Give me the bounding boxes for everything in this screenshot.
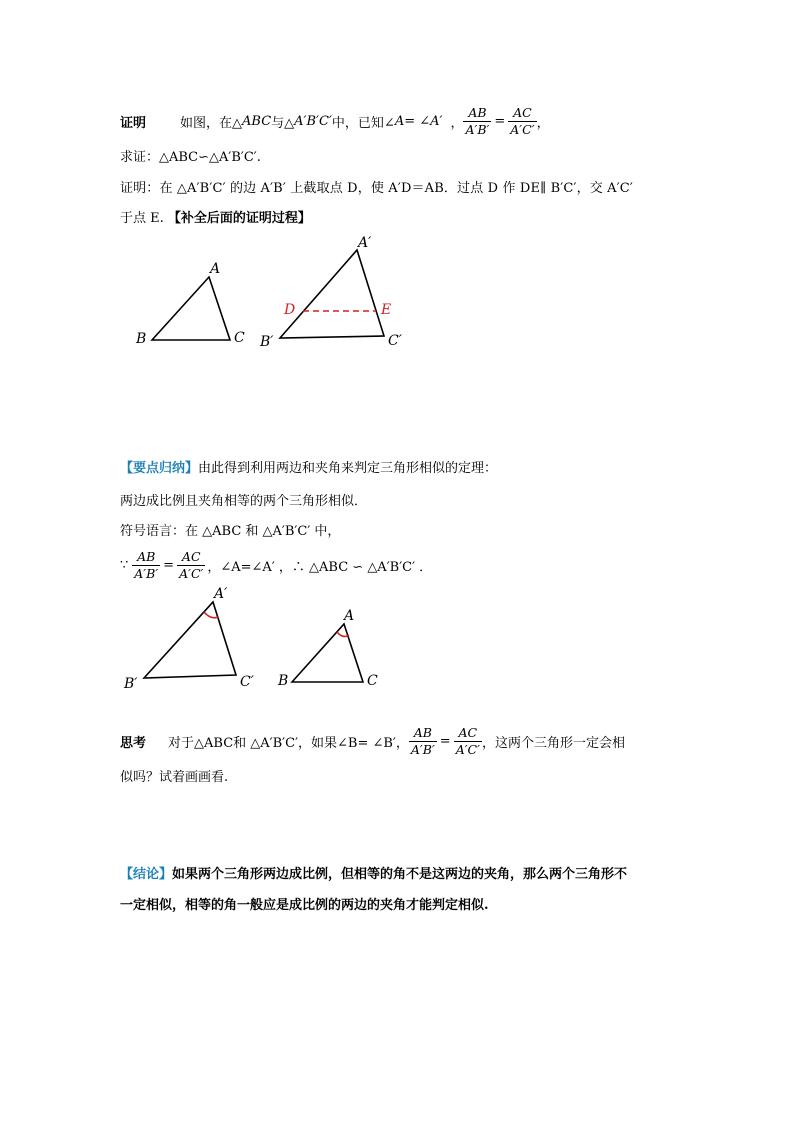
triangle-a-prime-shape xyxy=(280,250,384,338)
think-fraction-ac xyxy=(454,726,482,755)
triangle-a-prime: A′B′C′ xyxy=(294,113,332,129)
label-c: C xyxy=(234,330,245,346)
kp-fraction-ab xyxy=(132,550,160,579)
label2-c-prime: C′ xyxy=(240,674,254,690)
kp-condition: ，∠A=∠A′ ，∴ △ABC ∽ △A′B′C′ ． xyxy=(207,559,433,575)
proof-line-2 xyxy=(120,207,311,226)
prove-statement: 求证：△ABC∽△A′B′C′. xyxy=(120,150,261,165)
symbol-formula-line xyxy=(120,546,432,584)
key-points-intro xyxy=(120,457,497,476)
label-a: A xyxy=(210,261,221,277)
angle-a-prime: A′ xyxy=(430,113,443,129)
conclusion-tag: 【结论】 xyxy=(120,867,173,882)
think-label: 思考 xyxy=(120,735,147,751)
label2-a: A xyxy=(344,608,355,624)
think-fraction-equals: = xyxy=(439,733,451,749)
conclusion-line-1 xyxy=(120,863,627,882)
label-a-prime: A′ xyxy=(358,235,372,251)
proof-line-2-text: 于点 E. xyxy=(120,211,164,226)
label-e: E xyxy=(381,302,392,318)
triangle-abc: ABC xyxy=(242,113,272,129)
key-points-intro-text: 由此得到利用两边和夹角来判定三角形相似的定理： xyxy=(198,461,498,476)
triangle-abc-shape xyxy=(152,277,230,340)
kp-fraction-ac-num: AC xyxy=(177,550,205,565)
label2-b-prime: B′ xyxy=(124,676,138,692)
symbol-language-line: 符号语言：在 △ABC 和 △A′B′C′ 中， xyxy=(120,524,341,539)
figure-2 xyxy=(118,582,398,694)
fraction-ac-num: AC xyxy=(508,106,536,121)
label2-a-prime: A′ xyxy=(214,586,228,602)
fraction-ac xyxy=(508,106,536,135)
given-end: ， xyxy=(536,115,550,131)
fraction-ab-num: AB xyxy=(463,106,491,121)
triangle-abc-shape-2 xyxy=(292,624,363,682)
triangle-a-prime-shape-2 xyxy=(144,602,236,678)
think-fraction-ac-den: A′C′ xyxy=(455,741,480,757)
given-text-pre: 如图，在△ xyxy=(180,115,243,131)
fraction-ac-den: A′C′ xyxy=(510,121,535,137)
think-fraction-ab-den: A′B′ xyxy=(410,741,435,757)
key-points-tag: 【要点归纳】 xyxy=(120,461,199,476)
proof-header-line xyxy=(120,104,550,138)
think-text-pre: 对于△ABC和 △A′B′C′，如果∠B= ∠B′， xyxy=(168,735,409,751)
label-c-prime: C′ xyxy=(388,333,402,349)
think-text-post: ，这两个三角形一定会相 xyxy=(481,735,625,751)
label2-c: C xyxy=(367,673,378,689)
proof-label: 证明 xyxy=(120,115,147,131)
think-fraction-ab xyxy=(409,726,437,755)
kp-fraction-equals: = xyxy=(163,557,175,573)
theorem-statement: 两边成比例且夹角相等的两个三角形相似． xyxy=(120,494,368,509)
label-b: B xyxy=(136,331,147,347)
equals-angle: = ∠ xyxy=(404,113,431,129)
think-line-2: 似吗？试着画画看. xyxy=(120,770,229,785)
separator: ， xyxy=(450,115,464,131)
fraction-equals: = xyxy=(494,113,506,129)
figure-1 xyxy=(120,228,440,358)
conclusion-line-2: 一定相似，相等的角一般应是成比例的两边的夹角才能判定相似. xyxy=(120,898,489,913)
proof-instruction: 【补全后面的证明过程】 xyxy=(167,211,311,226)
conclusion-text-1: 如果两个三角形两边成比例，但相等的角不是这两边的夹角，那么两个三角形不 xyxy=(172,867,628,882)
think-line-1 xyxy=(120,721,625,761)
because-symbol: ∵ xyxy=(120,557,129,573)
given-text-mid2: 中，已知∠ xyxy=(331,115,395,131)
angle-a: A xyxy=(394,113,405,129)
label-b-prime: B′ xyxy=(260,334,274,350)
kp-fraction-ab-num: AB xyxy=(132,550,160,565)
given-text-mid: 与△ xyxy=(271,115,295,131)
fraction-ab-den: A′B′ xyxy=(465,121,490,137)
think-fraction-ac-num: AC xyxy=(454,726,482,741)
label-d: D xyxy=(284,302,296,318)
proof-line-1: 证明：在 △A′B′C′ 的边 A′B′ 上截取点 D，使 A′D＝AB．过点 D 作 DE∥ B′C′，交 A′C′ xyxy=(120,181,633,196)
label2-b: B xyxy=(278,673,289,689)
think-fraction-ab-num: AB xyxy=(409,726,437,741)
kp-fraction-ab-den: A′B′ xyxy=(134,565,159,581)
kp-fraction-ac-den: A′C′ xyxy=(179,565,204,581)
fraction-ab xyxy=(463,106,491,135)
kp-fraction-ac xyxy=(177,550,205,579)
